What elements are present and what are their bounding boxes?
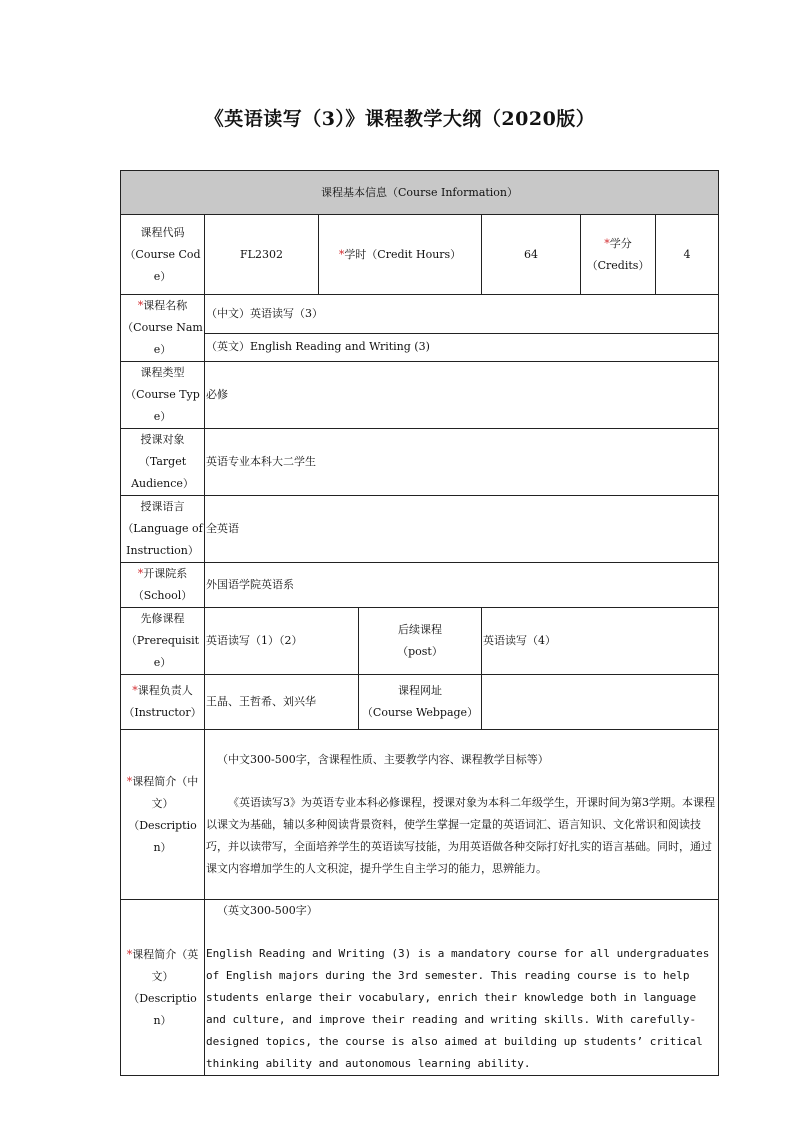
section-header: 课程基本信息（Course Information） [121, 171, 719, 215]
desc-cn-note: （中文300-500字，含课程性质、主要教学内容、课程教学目标等） [217, 753, 549, 766]
desc-en-label: *课程简介（英文） （Description） [121, 900, 205, 1076]
prerequisite-value: 英语读写（1）（2） [205, 608, 359, 675]
credits-label: *学分 （Credits） [581, 215, 656, 295]
credit-hours-label: *学时（Credit Hours） [319, 215, 482, 295]
course-name-cn: （中文）英语读写（3） [205, 295, 719, 334]
language-value: 全英语 [205, 496, 719, 563]
prerequisite-label: 先修课程 （Prerequisit e） [121, 608, 205, 675]
course-name-label: *课程名称 （Course Name） [121, 295, 205, 362]
course-code-label: 课程代码 （Course Code） [121, 215, 205, 295]
course-type-value: 必修 [205, 362, 719, 429]
desc-en-content [205, 900, 719, 1076]
desc-en-note: （英文300-500字） [217, 904, 318, 917]
instructor-label: *课程负责人 （Instructor） [121, 675, 205, 730]
language-label: 授课语言 （Language of Instruction） [121, 496, 205, 563]
target-value: 英语专业本科大二学生 [205, 429, 719, 496]
desc-cn-label: *课程简介（中文） （Description） [121, 730, 205, 900]
desc-en-text: English Reading and Writing (3) is a mandatory course for all undergraduates of English majors during the 3rd semester. This reading course is to help students enlarge their vocabulary, enrich their knowledge both in language and culture, and improve their reading and writing skills. With carefully-designed topics, the course is also aimed at building up students’ critical thinking ability and autonomous learning ability. [206, 947, 710, 1070]
course-info-table [120, 170, 719, 1076]
webpage-value [482, 675, 719, 730]
course-type-label: 课程类型 （Course Type） [121, 362, 205, 429]
page-title: 《英语读写（3）》课程教学大纲（2020版） [204, 108, 596, 130]
target-label: 授课对象 （Target Audience） [121, 429, 205, 496]
credits-value: 4 [656, 215, 719, 295]
post-value: 英语读写（4） [482, 608, 719, 675]
course-code-value: FL2302 [205, 215, 319, 295]
desc-cn-content [205, 730, 719, 900]
webpage-label: 课程网址 （Course Webpage） [359, 675, 482, 730]
course-name-en: （英文）English Reading and Writing (3) [205, 333, 719, 361]
desc-cn-text: 《英语读写3》为英语专业本科必修课程，授课对象为本科二年级学生，开课时间为第3学期。本课程以课文为基础，辅以多种阅读背景资料，使学生掌握一定量的英语词汇、语言知识、文化常识和阅读技巧，并以读带写，全面培养学生的英语读写技能，为用英语做各种交际打好扎实的语言基础。同时，通过课文内容增加学生的人文积淀，提升学生自主学习的能力，思辨能力。 [206, 796, 715, 875]
post-label: 后续课程 （post） [359, 608, 482, 675]
school-value: 外国语学院英语系 [205, 563, 719, 608]
credit-hours-value: 64 [482, 215, 581, 295]
school-label: *开课院系 （School） [121, 563, 205, 608]
instructor-value: 王晶、王哲希、刘兴华 [205, 675, 359, 730]
